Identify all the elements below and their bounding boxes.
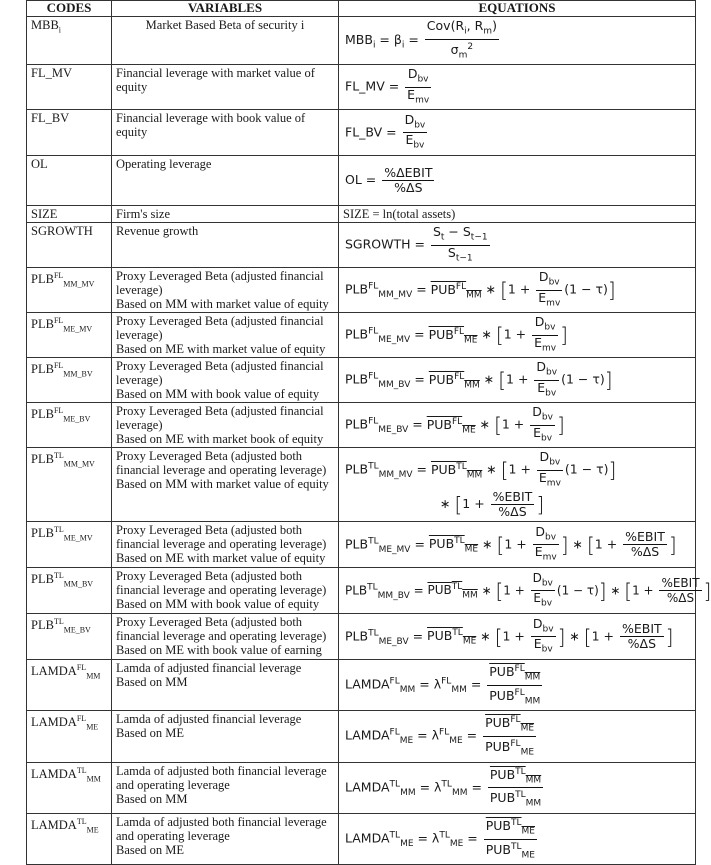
variable-cell: Financial leverage with market value of equity: [112, 65, 339, 110]
equation-cell: $PLB^{FL}_{MM\_BV} = PUB^{FL}_{MM}$ ∗ [1 + $D_{bv}$ $E_{bv}$ (1 − τ)]: [339, 358, 696, 403]
code-cell: FL_MV: [27, 65, 112, 110]
table-row: [27, 17, 696, 65]
variable-cell: Financial leverage with book value of equity: [112, 110, 339, 156]
table-row: [27, 448, 696, 522]
equation-cell: OL = %ΔEBIT %ΔS: [339, 156, 696, 206]
code-cell: $LAMDA^{FL}_{ME}$: [27, 711, 112, 762]
equation-cell: FL_BV = $D_{bv}$ $E_{bv}$: [339, 110, 696, 156]
equation-cell: $PLB^{TL}_{MM\_MV} = PUB^{TL}_{MM}$ ∗ [1 + $D_{bv}$ $E_{mv}$ (1 − τ)] ∗ [1 + %EBIT %ΔS ]: [339, 448, 696, 522]
equation-cell: $LAMDA^{TL}_{ME} = \lambda^{TL}_{ME}$ = $PUB^{TL}_{ME}$ $PUB^{TL}_{ME}$: [339, 814, 696, 865]
code-cell: $PLB^{FL}_{ME\_BV}$: [27, 403, 112, 448]
variable-cell: Proxy Leveraged Beta (adjusted financial leverage) Based on ME with market book of equity: [112, 403, 339, 448]
code-cell: $LAMDA^{FL}_{MM}$: [27, 660, 112, 711]
table-row: [27, 206, 696, 223]
equation-cell: $LAMDA^{FL}_{MM} = \lambda^{FL}_{MM}$ = $PUB^{FL}_{MM}$ $PUB^{FL}_{MM}$: [339, 660, 696, 711]
code-cell: $PLB^{TL}_{MM\_BV}$: [27, 568, 112, 614]
header-codes: CODES: [27, 1, 112, 17]
code-cell: $LAMDA^{TL}_{ME}$: [27, 814, 112, 865]
equation-cell: $LAMDA^{FL}_{ME} = \lambda^{FL}_{ME}$ = $PUB^{FL}_{ME}$ $PUB^{FL}_{ME}$: [339, 711, 696, 762]
variable-cell: Proxy Leveraged Beta (adjusted financial leverage) Based on MM with market value of equity: [112, 268, 339, 313]
table-row: [27, 156, 696, 206]
table-row: [27, 268, 696, 313]
code-cell: $PLB^{TL}_{MM\_MV}$: [27, 448, 112, 522]
variable-cell: Lamda of adjusted both financial leverage and operating leverage Based on MM: [112, 762, 339, 813]
equation-cell: $MBB_i = \beta_i$ = $Cov(R_i$, $R_m$) $\sigma_m^2$: [339, 17, 696, 65]
variable-cell: Proxy Leveraged Beta (adjusted both financial leverage and operating leverage) Based on ME with market value of equity: [112, 522, 339, 568]
header-equations: EQUATIONS: [339, 1, 696, 17]
code-cell: $LAMDA^{TL}_{MM}$: [27, 762, 112, 813]
equation-cell: SIZE = ln(total assets): [339, 206, 696, 223]
table-row: [27, 762, 696, 813]
variable-cell: Proxy Leveraged Beta (adjusted financial leverage) Based on ME with market value of equity: [112, 313, 339, 358]
equation-cell: $LAMDA^{TL}_{MM} = \lambda^{TL}_{MM}$ = $PUB^{TL}_{MM}$ $PUB^{TL}_{MM}$: [339, 762, 696, 813]
variable-cell: Firm's size: [112, 206, 339, 223]
table-row: [27, 110, 696, 156]
table-row: [27, 65, 696, 110]
code-cell: $PLB^{TL}_{ME\_BV}$: [27, 614, 112, 660]
equation-cell: $PLB^{TL}_{ME\_MV} = PUB^{TL}_{ME}$ ∗ [1 + $D_{bv}$ $E_{mv}$ ] ∗ [1 + %EBIT %ΔS ]: [339, 522, 696, 568]
code-cell: $PLB^{FL}_{MM\_BV}$: [27, 358, 112, 403]
code-cell: $PLB^{FL}_{MM\_MV}$: [27, 268, 112, 313]
table-row: [27, 568, 696, 614]
table-row: [27, 522, 696, 568]
variable-cell: Proxy Leveraged Beta (adjusted both financial leverage and operating leverage) Based on MM with market value of equity: [112, 448, 339, 522]
table-row: [27, 660, 696, 711]
code-cell: FL_BV: [27, 110, 112, 156]
equation-cell: SGROWTH = $\frac{S_t - S_{t-1}}{S_{t-1}}$: [339, 223, 696, 268]
table-row: [27, 403, 696, 448]
code-cell: SIZE: [27, 206, 112, 223]
variable-cell: Market Based Beta of security i: [112, 17, 339, 65]
equation-cell: $PLB^{FL}_{ME\_MV} = PUB^{FL}_{ME}$ ∗ [1 + $D_{bv}$ $E_{mv}$ ]: [339, 313, 696, 358]
variable-cell: Proxy Leveraged Beta (adjusted both financial leverage and operating leverage) Based on MM with book value of equity: [112, 568, 339, 614]
table-row: [27, 711, 696, 762]
variable-cell: Revenue growth: [112, 223, 339, 268]
code-cell: OL: [27, 156, 112, 206]
equation-cell: $PLB^{TL}_{ME\_BV} = PUB^{TL}_{ME}$ ∗ [1 + $D_{bv}$ $E_{bv}$ ] ∗ [1 + %EBIT %ΔS ]: [339, 614, 696, 660]
table-row: [27, 358, 696, 403]
header-row: [27, 1, 696, 17]
code-cell: $PLB^{FL}_{ME\_MV}$: [27, 313, 112, 358]
variable-cell: Operating leverage: [112, 156, 339, 206]
variable-cell: Lamda of adjusted financial leverage Based on MM: [112, 660, 339, 711]
variable-cell: Proxy Leveraged Beta (adjusted financial leverage) Based on MM with book value of equity: [112, 358, 339, 403]
code-cell: SGROWTH: [27, 223, 112, 268]
variable-cell: Proxy Leveraged Beta (adjusted both financial leverage and operating leverage) Based on ME with book value of earning: [112, 614, 339, 660]
equation-cell: FL_MV = $D_{bv}$ $E_{mv}$: [339, 65, 696, 110]
code-cell: $PLB^{TL}_{ME\_MV}$: [27, 522, 112, 568]
variable-cell: Lamda of adjusted both financial leverage and operating leverage Based on ME: [112, 814, 339, 865]
variables-table: [26, 0, 711, 865]
equation-cell: $PLB^{FL}_{MM\_MV} = PUB^{FL}_{MM}$ ∗ [1 + $D_{bv}$ $E_{mv}$ (1 − τ)]: [339, 268, 696, 313]
equation-cell: $PLB^{FL}_{ME\_BV} = PUB^{FL}_{ME}$ ∗ [1 + $D_{bv}$ $E_{bv}$ ]: [339, 403, 696, 448]
equation-cell: $PLB^{TL}_{MM\_BV} = PUB^{TL}_{MM}$ ∗ [1 + $D_{bv}$ $E_{bv}$ (1 − τ)] ∗ [1 + %EBIT %ΔS ]: [339, 568, 696, 614]
variable-cell: Lamda of adjusted financial leverage Based on ME: [112, 711, 339, 762]
table-row: [27, 614, 696, 660]
table-row: [27, 814, 696, 865]
table-row: [27, 313, 696, 358]
table-row: [27, 223, 696, 268]
code-cell: $MBB_i$: [27, 17, 112, 65]
header-variables: VARIABLES: [112, 1, 339, 17]
